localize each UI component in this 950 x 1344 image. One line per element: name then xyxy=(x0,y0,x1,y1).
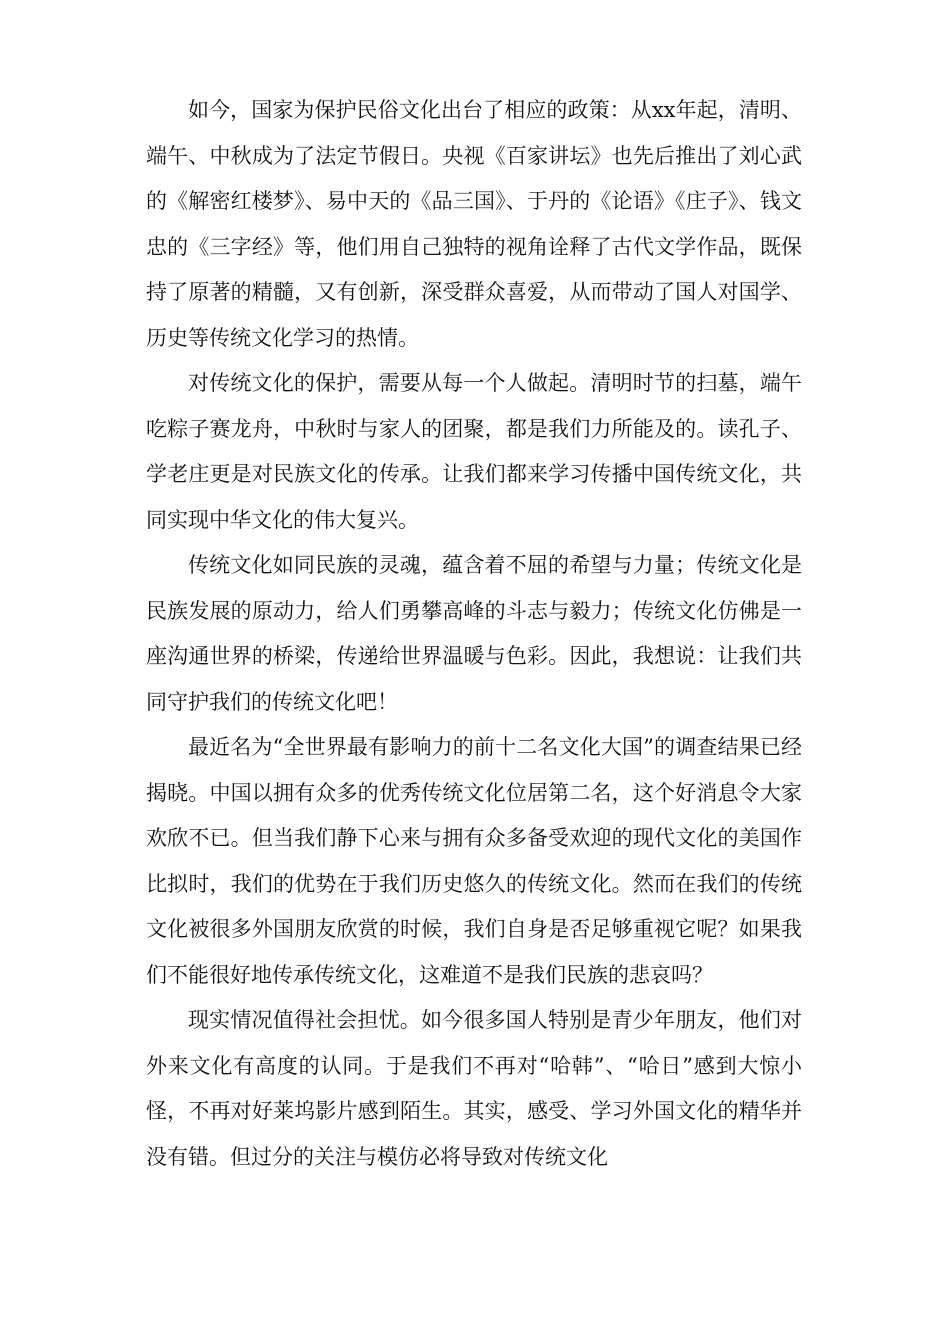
paragraph-reality: 现实情况值得社会担忧。如今很多国人特别是青少年朋友，他们对外来文化有高度的认同。于是我们不再对“哈韩”、“哈日”感到大惊小怪，不再对好莱坞影片感到陌生。其实，感受、学习外国文化的精华并没有错。但过分的关注与模仿必将导致对传统文化 xyxy=(146,1008,802,1169)
document-body xyxy=(146,88,802,1180)
paragraph-survey: 最近名为“全世界最有影响力的前十二名文化大国”的调查结果已经揭晓。中国以拥有众多的优秀传统文化位居第二名，这个好消息令大家欢欣不已。但当我们静下心来与拥有众多备受欢迎的现代文化的美国作比拟时，我们的优势在于我们历史悠久的传统文化。然而在我们的传统文化被很多外国朋友欣赏的时候，我们自身是否足够重视它呢？如果我们不能很好地传承传统文化，这难道不是我们民族的悲哀吗？ xyxy=(146,735,802,987)
paragraph-protection: 对传统文化的保护，需要从每一个人做起。清明时节的扫墓，端午吃粽子赛龙舟，中秋时与家人的团聚，都是我们力所能及的。读孔子、学老庄更是对民族文化的传承。让我们都来学习传播中国传统文化，共同实现中华文化的伟大复兴。 xyxy=(146,371,802,532)
paragraph-policy: 如今，国家为保护民俗文化出台了相应的政策：从xx年起，清明、端午、中秋成为了法定节假日。央视《百家讲坛》也先后推出了刘心武的《解密红楼梦》、易中天的《品三国》、于丹的《论语》《庄子》、钱文忠的《三字经》等，他们用自己独特的视角诠释了古代文学作品，既保持了原著的精髓，又有创新，深受群众喜爱，从而带动了国人对国学、历史等传统文化学习的热情。 xyxy=(146,98,802,350)
paragraph-soul: 传统文化如同民族的灵魂，蕴含着不屈的希望与力量；传统文化是民族发展的原动力，给人们勇攀高峰的斗志与毅力；传统文化仿佛是一座沟通世界的桥梁，传递给世界温暖与色彩。因此，我想说：让我们共同守护我们的传统文化吧！ xyxy=(146,553,802,714)
